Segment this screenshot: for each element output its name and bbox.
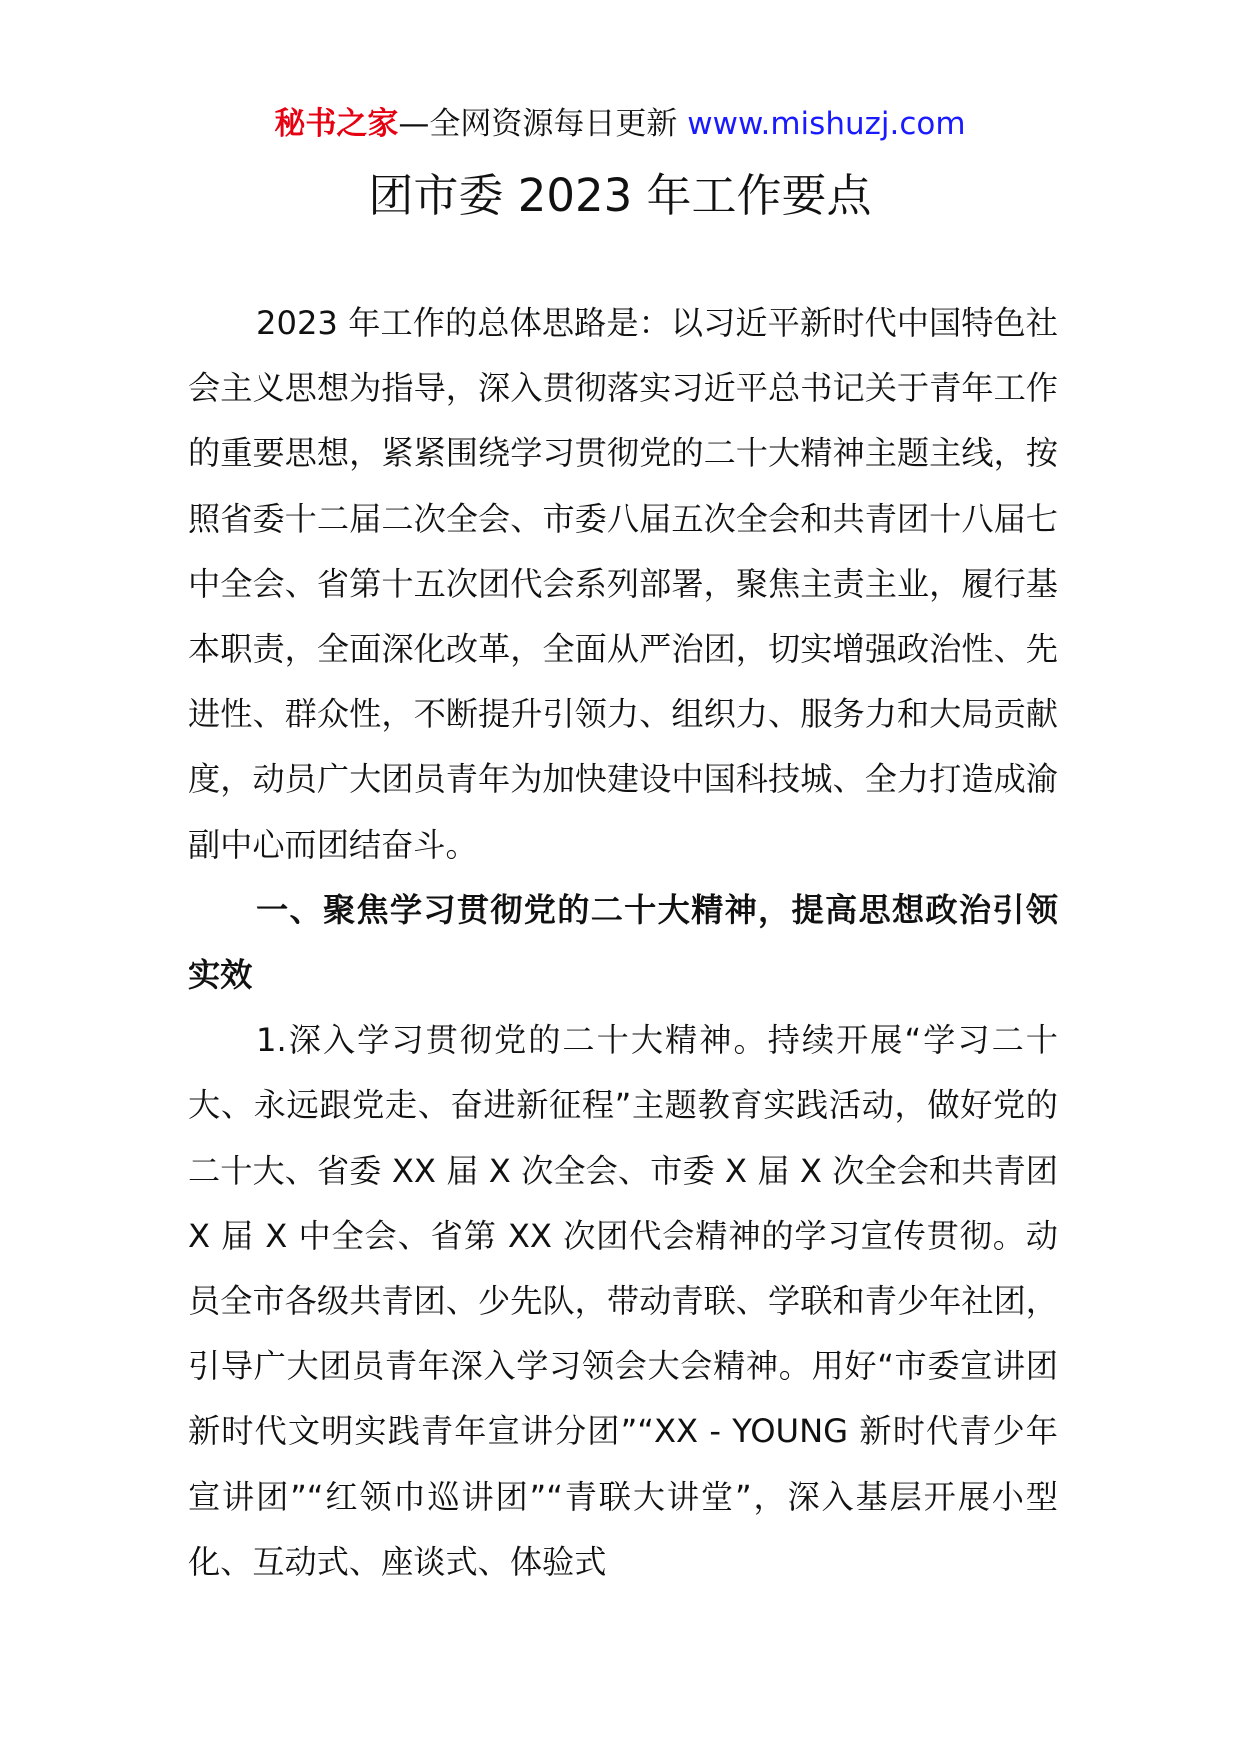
document-body bbox=[188, 291, 1058, 1595]
banner-slogan: —全网资源每日更新 bbox=[398, 106, 688, 142]
section-heading-1: 一、聚焦学习贯彻党的二十大精神，提高思想政治引领实效 bbox=[188, 890, 1058, 995]
document-title: 团市委 2023 年工作要点 bbox=[368, 169, 872, 222]
site-url-link[interactable]: www.mishuzj.com bbox=[687, 106, 966, 142]
site-banner bbox=[0, 104, 1240, 144]
intro-paragraph: 2023 年工作的总体思路是：以习近平新时代中国特色社会主义思想为指导，深入贯彻落实习近平总书记关于青年工作的重要思想，紧紧围绕学习贯彻党的二十大精神主题主线，按照省委十二届二次全会、市委八届五次全会和共青团十八届七中全会、省第十五次团代会系列部署，聚焦主责主业，履行基本职责，全面深化改革，全面从严治团，切实增强政治性、先进性、群众性，不断提升引领力、组织力、服务力和大局贡献度，动员广大团员青年为加快建设中国科技城、全力打造成渝副中心而团结奋斗。 bbox=[188, 304, 1058, 864]
item-paragraph-1: 1.深入学习贯彻党的二十大精神。持续开展“学习二十大、永远跟党走、奋进新征程”主题教育实践活动，做好党的二十大、省委 XX 届 X 次全会、市委 X 届 X 次全会和共青团 X 届 X 中全会、省第 XX 次团代会精神的学习宣传贯彻。动员全市各级共青团、少先队，带动青联、学联和青少年社团，引导广大团员青年深入学习领会大会精神。用好“市委宣讲团新时代文明实践青年宣讲分团”“XX - YOUNG 新时代青少年宣讲团”“红领巾巡讲团”“青联大讲堂”，深入基层开展小型化、互动式、座谈式、体验式 bbox=[188, 1021, 1058, 1581]
brand-name: 秘书之家 bbox=[274, 106, 399, 142]
